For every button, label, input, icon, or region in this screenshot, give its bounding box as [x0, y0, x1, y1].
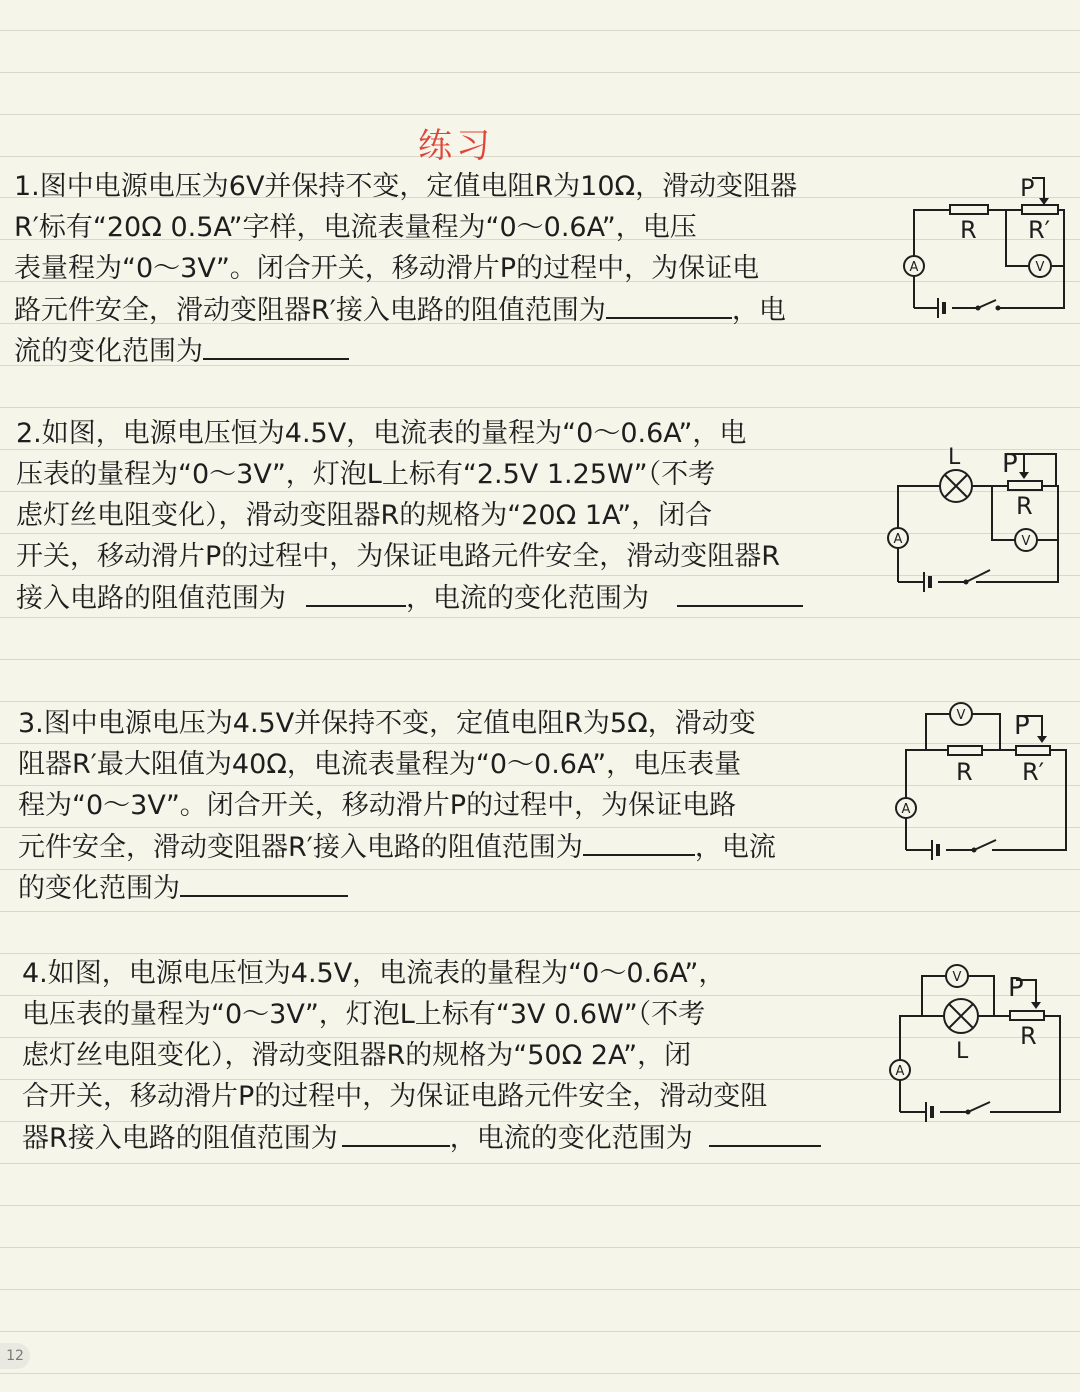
- answer-blank-3b[interactable]: [180, 867, 348, 897]
- problem-1-line-5: [14, 330, 797, 371]
- problem-1-line-4-tail: ，电: [731, 295, 786, 326]
- problem-1-line-5-text: 流的变化范围为: [14, 336, 203, 367]
- ammeter-label: A: [909, 260, 919, 275]
- rheostat-rp-label: R′: [1022, 758, 1045, 786]
- problem-4-line-5-text: 器R接入电路的阻值范围为: [22, 1123, 338, 1154]
- circuit-diagram-2: [882, 444, 1062, 594]
- problem-3-line-2: 阻器R′最大阻值为40Ω，电流表量程为“0～0.6A”，电压表量: [18, 749, 742, 780]
- resistor-r-label: R: [960, 216, 977, 244]
- problem-2-line-3: 虑灯丝电阻变化），滑动变阻器R的规格为“20Ω 1A”，闭合: [16, 500, 713, 531]
- problem-4-line-4: 合开关，移动滑片P的过程中，为保证电路元件安全，滑动变阻: [22, 1081, 768, 1112]
- problem-3-text: [18, 703, 776, 908]
- circuit-diagram-1: [896, 170, 1066, 320]
- problem-3-line-4-tail: ，电流: [694, 832, 776, 863]
- problem-1-line-3: 表量程为“0～3V”。闭合开关，移动滑片P的过程中，为保证电: [14, 253, 760, 284]
- problem-1-line-1: 1.图中电源电压为6V并保持不变，定值电阻R为10Ω，滑动变阻器: [14, 171, 798, 202]
- lamp-l-label: L: [948, 445, 961, 470]
- rheostat-r-label: R: [1020, 1022, 1037, 1050]
- problem-4-text: [22, 953, 821, 1158]
- problem-2-text: [16, 413, 803, 618]
- answer-blank-4a[interactable]: [342, 1117, 450, 1147]
- problem-4-line-2: 电压表的量程为“0～3V”，灯泡L上标有“3V 0.6W”（不考: [22, 999, 706, 1030]
- lamp-l-label: L: [956, 1039, 969, 1064]
- ammeter-label: A: [901, 802, 911, 817]
- answer-blank-4b[interactable]: [709, 1117, 821, 1147]
- slider-p-label: P: [1008, 973, 1024, 1003]
- answer-blank-2a[interactable]: [306, 577, 406, 607]
- resistor-r: [950, 205, 988, 214]
- circuit-diagram-3: [892, 702, 1072, 862]
- problem-2-line-1: 2.如图，电源电压恒为4.5V，电流表的量程为“0～0.6A”，电: [16, 418, 747, 449]
- slider-p-label: P: [1014, 711, 1030, 741]
- problem-2-line-2: 压表的量程为“0～3V”，灯泡L上标有“2.5V 1.25W”（不考: [16, 459, 716, 490]
- problem-2-line-5-mid: ，电流的变化范围为: [406, 583, 649, 614]
- slider-p-label: P: [1020, 174, 1035, 202]
- answer-blank-1b[interactable]: [203, 330, 349, 360]
- page-title: 练习: [418, 126, 494, 166]
- problem-4-line-1: 4.如图，电源电压恒为4.5V，电流表的量程为“0～0.6A”，: [22, 958, 726, 989]
- rheostat-rp: [1022, 205, 1058, 214]
- voltmeter-label: V: [1035, 260, 1045, 275]
- answer-blank-1a[interactable]: [606, 289, 732, 319]
- page-number-badge: 12: [0, 1343, 30, 1369]
- problem-3-line-1: 3.图中电源电压为4.5V并保持不变，定值电阻R为5Ω，滑动变: [18, 708, 756, 739]
- problem-3-line-5-text: 的变化范围为: [18, 873, 180, 904]
- problem-1-line-4-text: 路元件安全，滑动变阻器R′接入电路的阻值范围为: [14, 295, 606, 326]
- problem-2-line-4: 开关，移动滑片P的过程中，为保证电路元件安全，滑动变阻器R: [16, 541, 781, 572]
- circuit-diagram-4: [886, 962, 1066, 1122]
- problem-4-line-5: [22, 1117, 821, 1158]
- problem-2-line-5: [16, 577, 803, 618]
- slider-p-label: P: [1002, 449, 1018, 479]
- problem-1-line-2: R′标有“20Ω 0.5A”字样，电流表量程为“0～0.6A”，电压: [14, 212, 697, 243]
- rheostat-r-label: R: [1016, 492, 1033, 520]
- answer-blank-3a[interactable]: [583, 826, 695, 856]
- problem-1-line-4: [14, 289, 797, 330]
- problem-3-line-4: [18, 826, 776, 867]
- ammeter-label: A: [893, 532, 903, 547]
- answer-blank-2b[interactable]: [677, 577, 803, 607]
- resistor-r-label: R: [956, 758, 973, 786]
- problem-2-line-5-text: 接入电路的阻值范围为: [16, 583, 286, 614]
- problem-3-line-4-text: 元件安全，滑动变阻器R′接入电路的阻值范围为: [18, 832, 583, 863]
- voltmeter-label: V: [1021, 534, 1031, 549]
- problem-3-line-5: [18, 867, 776, 908]
- problem-4-line-5-mid: ，电流的变化范围为: [449, 1123, 693, 1154]
- voltmeter-label: V: [956, 708, 966, 723]
- voltmeter-label: V: [952, 970, 962, 985]
- rheostat-rp-label: R′: [1028, 216, 1051, 244]
- problem-4-line-3: 虑灯丝电阻变化），滑动变阻器R的规格为“50Ω 2A”，闭: [22, 1040, 692, 1071]
- problem-1-text: [14, 166, 797, 371]
- problem-3-line-3: 程为“0～3V”。闭合开关，移动滑片P的过程中，为保证电路: [18, 790, 737, 821]
- ammeter-label: A: [895, 1064, 905, 1079]
